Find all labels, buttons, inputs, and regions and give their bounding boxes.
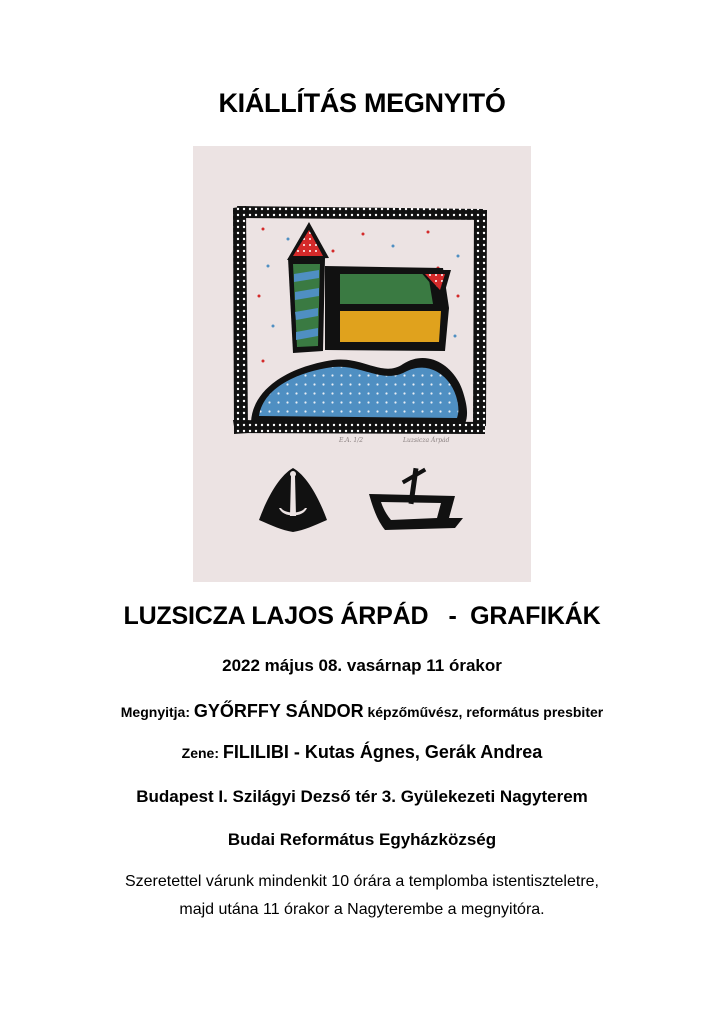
venue-address: Budapest I. Szilágyi Dezső tér 3. Gyülekezeti Nagyterem — [136, 787, 588, 806]
artist-heading: LUZSICZA LAJOS ÁRPÁD - GRAFIKÁK — [123, 602, 601, 630]
signature-mark: Luzsicza Árpád — [403, 437, 450, 444]
music-line — [0, 742, 724, 763]
organizer-name: Budai Református Egyházközség — [227, 830, 497, 849]
event-date: 2022 május 08. vasárnap 11 órakor — [222, 656, 502, 675]
artwork-image — [193, 146, 531, 582]
house — [325, 266, 451, 351]
music-performers: FILILIBI - Kutas Ágnes, Gerák Andrea — [222, 742, 543, 762]
opener-line — [0, 701, 724, 722]
invitation-line-1: Szeretettel várunk mindenkit 10 órára a templomba istentiszteletre, — [124, 873, 599, 890]
opener-name: GYŐRFFY SÁNDOR — [193, 701, 364, 721]
music-label: Zene: — [181, 745, 220, 761]
opener-label: Megnyitja: — [120, 704, 190, 720]
edition-mark: E.A. 1/2 — [339, 437, 364, 444]
page-title: KIÁLLÍTÁS MEGNYITÓ — [218, 88, 506, 118]
invitation-line-2: majd utána 11 órakor a Nagyterembe a megnyitóra. — [179, 901, 545, 918]
opener-role: képzőművész, református presbiter — [367, 704, 604, 720]
